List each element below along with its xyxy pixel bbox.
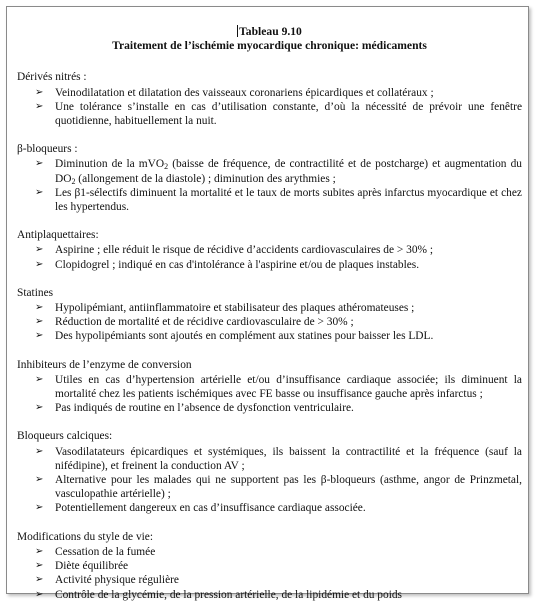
arrow-bullet-icon: ➢ [35,574,44,586]
table-title: Traitement de l’ischémie myocardique chronique: médicaments [112,39,427,53]
list-item [17,157,522,185]
item-text: Alternative pour les malades qui ne supportent pas les β-bloqueurs (asthme, angor de Prinzmetal, vasculopathie artérielle) ; [55,474,522,501]
section-iec [17,358,522,416]
section-heading: Antiplaquettaires: [17,229,99,242]
item-text: Hypolipémiant, antiinflammatoire et stabilisateur des plaques athéromateuses ; [55,302,415,315]
list-item [17,315,522,329]
arrow-bullet-icon: ➢ [35,258,44,270]
subscript: 2 [71,176,76,186]
item-text: Des hypolipémiants sont ajoutés en complément aux statines pour baisser les LDL. [55,330,434,343]
list-item [17,559,522,573]
section-heading: Dérivés nitrés : [17,71,87,84]
arrow-bullet-icon: ➢ [35,373,44,385]
item-text: Réduction de mortalité et de récidive cardiovasculaire de > 30% ; [55,316,354,329]
section-heading: β-bloqueurs : [17,143,78,156]
arrow-bullet-icon: ➢ [35,302,44,314]
list-item [17,301,522,315]
item-text-part: (allongement de la diastole) ; diminution des arythmies ; [75,172,336,185]
arrow-bullet-icon: ➢ [35,86,44,98]
arrow-bullet-icon: ➢ [35,588,44,600]
list-item [17,473,522,501]
subscript: 2 [164,162,169,172]
arrow-bullet-icon: ➢ [35,560,44,572]
section-heading: Bloqueurs calciques: [17,430,113,443]
section-heading: Inhibiteurs de l’enzyme de conversion [17,358,192,371]
arrow-bullet-icon: ➢ [35,445,44,457]
item-text-part: Diminution de la mVO [55,158,165,171]
arrow-bullet-icon: ➢ [35,244,44,256]
list-item [17,100,522,128]
section-statines [17,286,522,344]
section-bloqueurs-calciques [17,429,522,515]
item-text: Les β1-sélectifs diminuent la mortalité et le taux de morts subites après infarctus myocardique et chez les hypertendus. [55,186,522,214]
section-heading: Modifications du style de vie: [17,530,154,543]
list-item [17,86,522,100]
arrow-bullet-icon: ➢ [35,158,44,170]
list-item [17,573,522,587]
arrow-bullet-icon: ➢ [35,545,44,557]
arrow-bullet-icon: ➢ [35,100,44,112]
list-item [17,401,522,415]
arrow-bullet-icon: ➢ [35,474,44,486]
arrow-bullet-icon: ➢ [35,330,44,342]
section-beta-bloqueurs [17,142,522,214]
list-item [17,445,522,473]
section-style-de-vie [17,530,522,602]
list-item [17,501,522,515]
list-item [17,373,522,401]
item-text: Cessation de la fumée [55,545,156,558]
item-text: Utiles en cas d’hypertension artérielle et/ou d’insuffisance cardiaque associée; ils diminuent la mortalité chez les patients ischémiques avec FE basse ou insuffisance gauche après infarctus ; [55,373,522,401]
item-text: Potentiellement dangereux en cas d’insuffisance cardiaque associée. [55,502,366,515]
item-text: Pas indiqués de routine en l’absence de dysfonction ventriculaire. [55,402,354,415]
item-text: Aspirine ; elle réduit le risque de récidive d’accidents cardiovasculaires de > 30% ; [55,244,434,257]
list-item [17,329,522,343]
list-item [17,258,522,272]
arrow-bullet-icon: ➢ [35,402,44,414]
list-item [17,243,522,257]
table-frame [6,6,529,601]
item-text: Clopidogrel ; indiqué en cas d'intolérance à l'aspirine et/ou de plaques instables. [55,258,420,271]
arrow-bullet-icon: ➢ [35,502,44,514]
table-number [17,25,522,39]
text-cursor [237,25,238,37]
table-number-text: Tableau 9.10 [239,25,302,38]
section-antiplaquettaires [17,228,522,272]
item-text: Contrôle de la glycémie, de la pression artérielle, de la lipidémie et du poids [55,588,402,601]
item-text: Une tolérance s’installe en cas d’utilisation constante, d’où la nécessité de prévoir une fenêtre quotidienne, habituellement la nuit. [55,100,522,128]
arrow-bullet-icon: ➢ [35,316,44,328]
item-text-part: (baisse de fréquence, de contractilité et de postcharge) et augmentation du DO [55,158,522,185]
list-item [17,545,522,559]
section-heading: Statines [17,286,54,299]
item-text: Activité physique régulière [55,574,179,587]
list-item [17,186,522,214]
arrow-bullet-icon: ➢ [35,186,44,198]
item-text: Veinodilatation et dilatation des vaisseaux coronariens épicardiques et collatéraux ; [55,86,434,99]
item-text: Vasodilatateurs épicardiques et systémiques, ils baissent la contractilité et la fréquence (sauf la nifédipine), et freinent la conduction AV ; [55,445,522,472]
document-content [17,25,522,616]
section-derives-nitres [17,70,522,128]
item-text: Diète équilibrée [55,560,129,573]
